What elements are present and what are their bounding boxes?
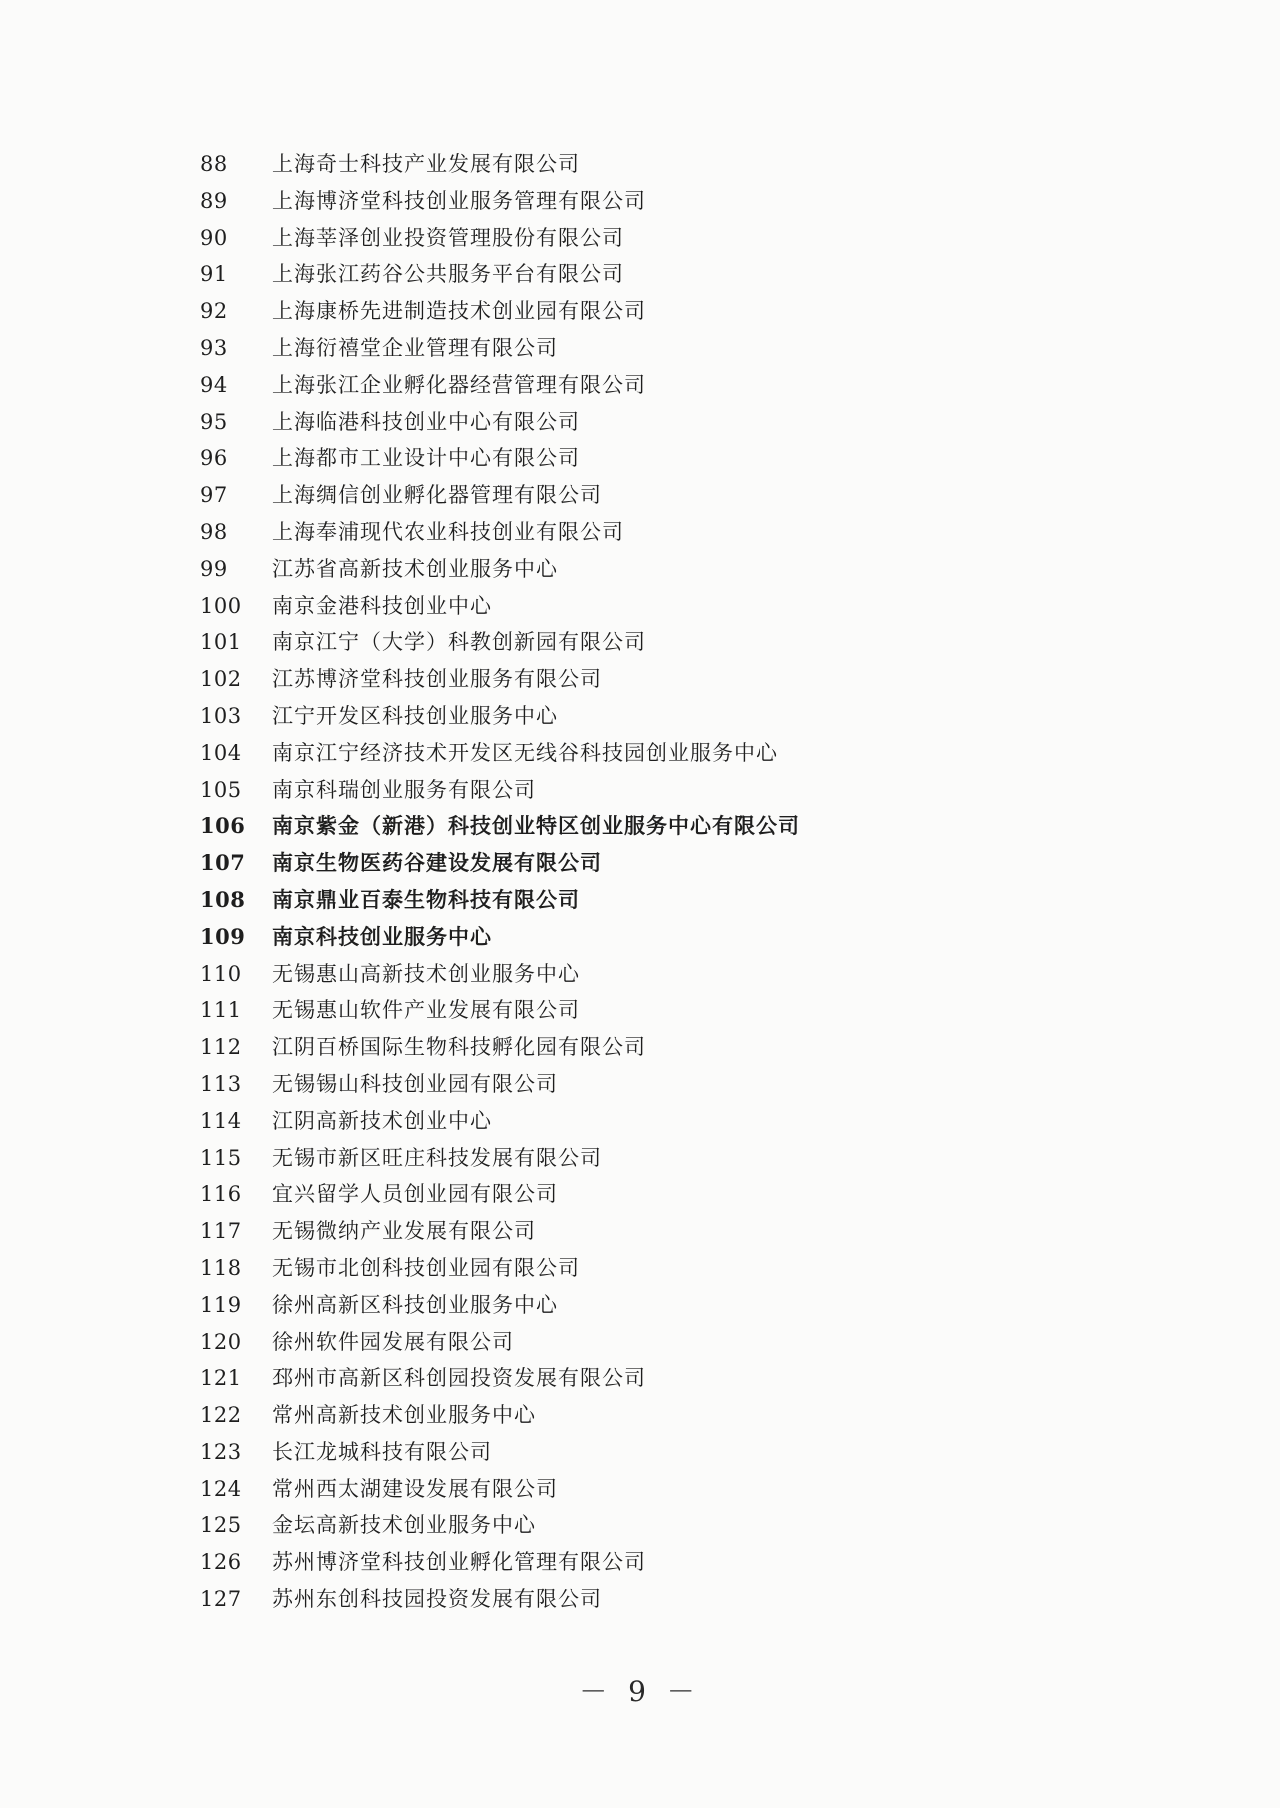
entry-name: 宜兴留学人员创业园有限公司 bbox=[272, 1182, 558, 1207]
list-item bbox=[200, 477, 1100, 514]
entry-number: 117 bbox=[200, 1219, 242, 1244]
entry-name: 徐州软件园发展有限公司 bbox=[272, 1329, 514, 1354]
entry-name: 上海康桥先进制造技术创业园有限公司 bbox=[272, 299, 646, 324]
entry-number: 125 bbox=[200, 1513, 242, 1538]
entry-number: 113 bbox=[200, 1071, 242, 1096]
entry-number: 90 bbox=[200, 225, 228, 250]
entry-name: 南京生物医药谷建设发展有限公司 bbox=[272, 850, 602, 876]
list-item bbox=[200, 183, 1100, 220]
list-item bbox=[200, 1544, 1100, 1581]
list-item bbox=[200, 1471, 1100, 1508]
list-item bbox=[200, 845, 1100, 882]
organization-list bbox=[200, 146, 1100, 1618]
page-number: － 9 － bbox=[579, 1675, 701, 1708]
entry-number: 107 bbox=[200, 850, 246, 876]
list-item bbox=[200, 882, 1100, 919]
entry-number: 93 bbox=[200, 335, 228, 360]
list-item bbox=[200, 1029, 1100, 1066]
list-item bbox=[200, 404, 1100, 441]
entry-name: 上海莘泽创业投资管理股份有限公司 bbox=[272, 225, 624, 250]
entry-name: 江阴百桥国际生物科技孵化园有限公司 bbox=[272, 1035, 646, 1060]
list-item bbox=[200, 1213, 1100, 1250]
list-item bbox=[200, 367, 1100, 404]
entry-number: 120 bbox=[200, 1329, 242, 1354]
entry-name: 上海绸信创业孵化器管理有限公司 bbox=[272, 483, 602, 508]
list-item bbox=[200, 772, 1100, 809]
list-item bbox=[200, 1324, 1100, 1361]
entry-number: 92 bbox=[200, 299, 228, 324]
entry-number: 105 bbox=[200, 777, 242, 802]
list-item bbox=[200, 735, 1100, 772]
entry-name: 无锡锡山科技创业园有限公司 bbox=[272, 1071, 558, 1096]
entry-number: 118 bbox=[200, 1255, 242, 1280]
list-item bbox=[200, 330, 1100, 367]
entry-number: 104 bbox=[200, 740, 242, 765]
list-item bbox=[200, 1287, 1100, 1324]
entry-name: 上海衍禧堂企业管理有限公司 bbox=[272, 335, 558, 360]
entry-name: 无锡惠山软件产业发展有限公司 bbox=[272, 998, 580, 1023]
entry-name: 南京江宁经济技术开发区无线谷科技园创业服务中心 bbox=[272, 740, 778, 765]
entry-number: 102 bbox=[200, 667, 242, 692]
entry-number: 116 bbox=[200, 1182, 242, 1207]
list-item bbox=[200, 588, 1100, 625]
entry-number: 94 bbox=[200, 372, 228, 397]
list-item bbox=[200, 661, 1100, 698]
list-item bbox=[200, 514, 1100, 551]
list-item bbox=[200, 1140, 1100, 1177]
list-item bbox=[200, 1434, 1100, 1471]
list-item bbox=[200, 1507, 1100, 1544]
entry-number: 127 bbox=[200, 1587, 242, 1612]
entry-name: 南京科技创业服务中心 bbox=[272, 923, 492, 949]
list-item bbox=[200, 1360, 1100, 1397]
entry-number: 111 bbox=[200, 998, 242, 1023]
entry-name: 无锡惠山高新技术创业服务中心 bbox=[272, 961, 580, 986]
entry-number: 98 bbox=[200, 519, 228, 544]
entry-number: 122 bbox=[200, 1403, 242, 1428]
entry-name: 无锡市北创科技创业园有限公司 bbox=[272, 1255, 580, 1280]
entry-number: 112 bbox=[200, 1035, 242, 1060]
entry-number: 109 bbox=[200, 923, 246, 949]
list-item bbox=[200, 698, 1100, 735]
list-item bbox=[200, 1066, 1100, 1103]
entry-number: 115 bbox=[200, 1145, 242, 1170]
entry-number: 99 bbox=[200, 556, 228, 581]
entry-number: 91 bbox=[200, 262, 228, 287]
entry-name: 江苏省高新技术创业服务中心 bbox=[272, 556, 558, 581]
entry-name: 江苏博济堂科技创业服务有限公司 bbox=[272, 667, 602, 692]
entry-number: 119 bbox=[200, 1292, 242, 1317]
list-item bbox=[200, 293, 1100, 330]
entry-name: 常州西太湖建设发展有限公司 bbox=[272, 1476, 558, 1501]
list-item bbox=[200, 992, 1100, 1029]
entry-number: 126 bbox=[200, 1550, 242, 1575]
entry-number: 123 bbox=[200, 1439, 242, 1464]
entry-number: 95 bbox=[200, 409, 228, 434]
entry-number: 110 bbox=[200, 961, 242, 986]
entry-number: 108 bbox=[200, 886, 246, 912]
entry-number: 89 bbox=[200, 188, 228, 213]
entry-number: 114 bbox=[200, 1108, 242, 1133]
entry-number: 88 bbox=[200, 152, 228, 176]
entry-number: 106 bbox=[200, 813, 246, 839]
entry-name: 上海张江企业孵化器经营管理有限公司 bbox=[272, 372, 646, 397]
entry-name: 上海都市工业设计中心有限公司 bbox=[272, 446, 580, 471]
entry-number: 103 bbox=[200, 703, 242, 728]
list-item bbox=[200, 956, 1100, 993]
entry-name: 邳州市高新区科创园投资发展有限公司 bbox=[272, 1366, 646, 1391]
entry-name: 常州高新技术创业服务中心 bbox=[272, 1403, 536, 1428]
entry-name: 金坛高新技术创业服务中心 bbox=[272, 1513, 536, 1538]
entry-name: 南京金港科技创业中心 bbox=[272, 593, 492, 618]
entry-name: 南京鼎业百泰生物科技有限公司 bbox=[272, 886, 580, 912]
list-item bbox=[200, 808, 1100, 845]
entry-number: 121 bbox=[200, 1366, 242, 1391]
entry-name: 上海奉浦现代农业科技创业有限公司 bbox=[272, 519, 624, 544]
entry-name: 苏州博济堂科技创业孵化管理有限公司 bbox=[272, 1550, 646, 1575]
entry-name: 上海奇士科技产业发展有限公司 bbox=[272, 152, 580, 176]
entry-number: 97 bbox=[200, 483, 228, 508]
entry-name: 江阴高新技术创业中心 bbox=[272, 1108, 492, 1133]
entry-name: 无锡微纳产业发展有限公司 bbox=[272, 1219, 536, 1244]
list-item bbox=[200, 551, 1100, 588]
entry-number: 124 bbox=[200, 1476, 242, 1501]
list-item bbox=[200, 1397, 1100, 1434]
entry-name: 上海张江药谷公共服务平台有限公司 bbox=[272, 262, 624, 287]
list-item bbox=[200, 1250, 1100, 1287]
list-item bbox=[200, 220, 1100, 257]
entry-name: 无锡市新区旺庄科技发展有限公司 bbox=[272, 1145, 602, 1170]
entry-name: 徐州高新区科技创业服务中心 bbox=[272, 1292, 558, 1317]
entry-number: 100 bbox=[200, 593, 242, 618]
list-item bbox=[200, 1103, 1100, 1140]
list-item bbox=[200, 624, 1100, 661]
entry-name: 南京科瑞创业服务有限公司 bbox=[272, 777, 536, 802]
list-item bbox=[200, 256, 1100, 293]
entry-name: 南京江宁（大学）科教创新园有限公司 bbox=[272, 630, 646, 655]
list-item bbox=[200, 1176, 1100, 1213]
list-item bbox=[200, 146, 1100, 183]
entry-name: 长江龙城科技有限公司 bbox=[272, 1439, 492, 1464]
entry-number: 96 bbox=[200, 446, 228, 471]
entry-number: 101 bbox=[200, 630, 242, 655]
entry-name: 上海临港科技创业中心有限公司 bbox=[272, 409, 580, 434]
list-item bbox=[200, 1581, 1100, 1618]
entry-name: 江宁开发区科技创业服务中心 bbox=[272, 703, 558, 728]
list-item bbox=[200, 919, 1100, 956]
entry-name: 上海博济堂科技创业服务管理有限公司 bbox=[272, 188, 646, 213]
entry-name: 南京紫金（新港）科技创业特区创业服务中心有限公司 bbox=[272, 813, 800, 839]
list-item bbox=[200, 440, 1100, 477]
entry-name: 苏州东创科技园投资发展有限公司 bbox=[272, 1587, 602, 1612]
